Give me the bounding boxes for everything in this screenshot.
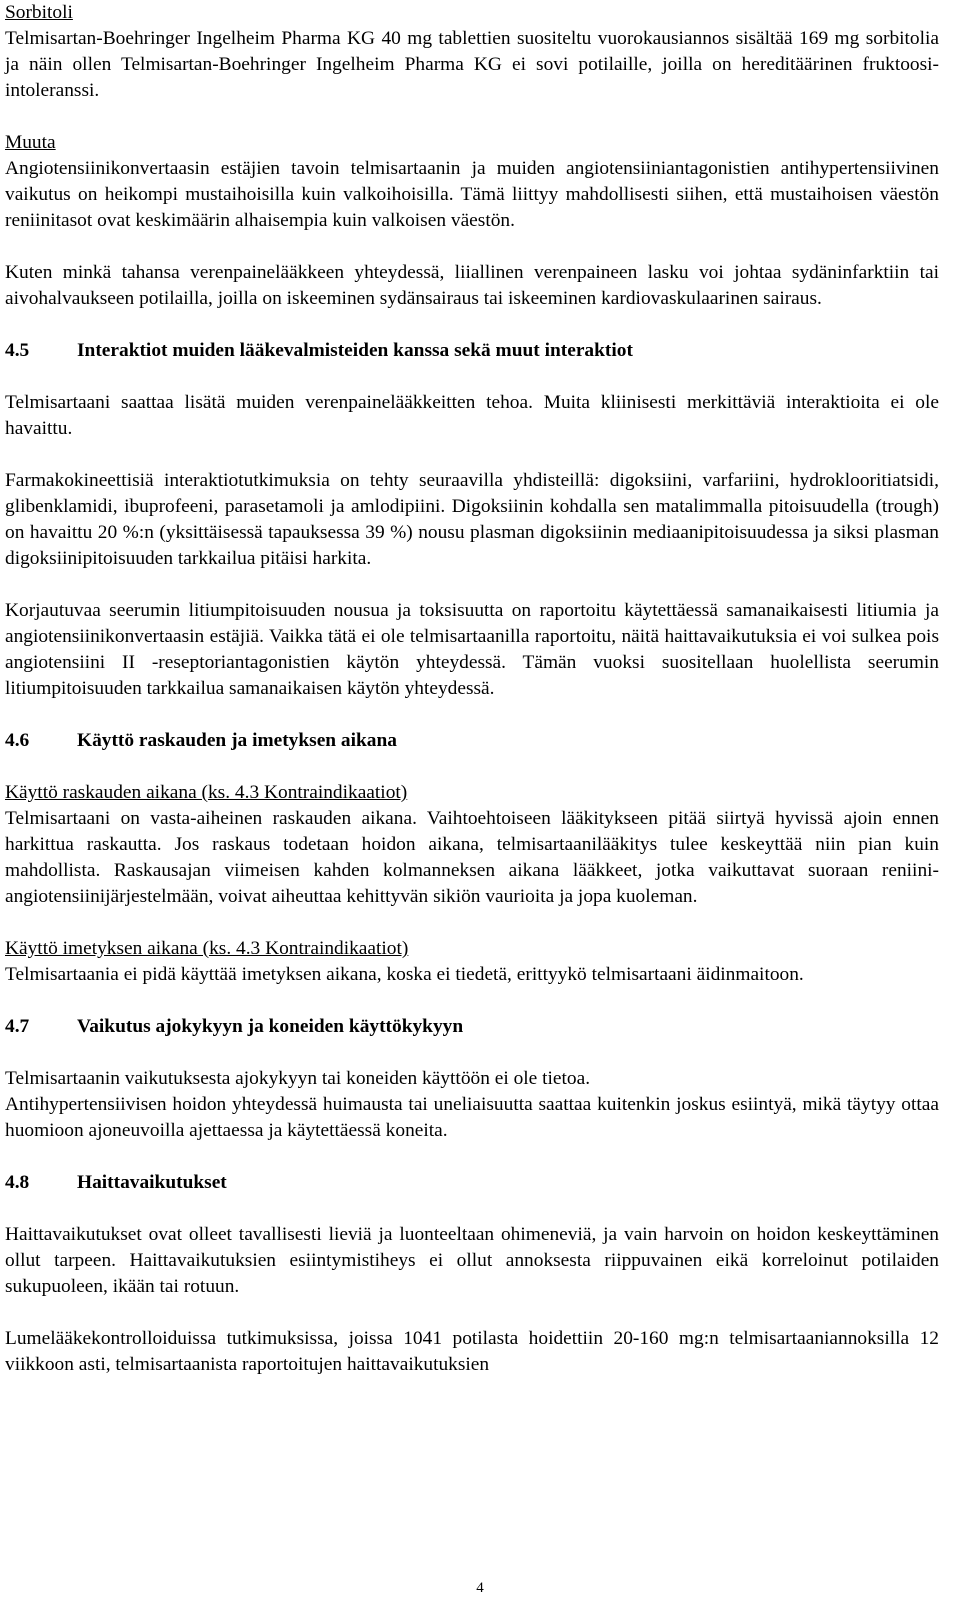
section-4-8-heading	[5, 1170, 939, 1196]
section-4-7-heading	[5, 1014, 939, 1040]
section-4-5-paragraph-2: Farmakokineettisiä interaktiotutkimuksia on tehty seuraavilla yhdisteillä: digoksiini, varfariini, hydroklooritiatsidi, glibenklamidi, ibuprofeeni, parasetamoli ja amlodipiini. Digoksiinin kohdalla sen matalimmalla pitoisuudella (trough) on havaittu 20 %:n (yksittäisessä tapauksessa 39 %) nousu plasman digoksiinin mediaanipitoisuudessa ja siksi plasman digoksiinipitoisuuden tarkkailua pitäisi harkita.	[5, 470, 939, 569]
section-4-5-heading	[5, 338, 939, 364]
section-4-6-paragraph-2: Telmisartaania ei pidä käyttää imetyksen aikana, koska ei tiedetä, erittyykö telmisartaani äidinmaitoon.	[5, 964, 804, 985]
section-4-6-heading	[5, 728, 939, 754]
section-number: 4.5	[5, 340, 30, 361]
sorbitoli-heading: Sorbitoli	[5, 2, 73, 23]
page-number: 4	[476, 1580, 484, 1596]
pregnancy-subheading: Käyttö raskauden aikana (ks. 4.3 Kontraindikaatiot)	[5, 782, 408, 803]
lactation-subheading: Käyttö imetyksen aikana (ks. 4.3 Kontraindikaatiot)	[5, 938, 409, 959]
sorbitoli-paragraph: Telmisartan-Boehringer Ingelheim Pharma KG 40 mg tablettien suositeltu vuorokausiannos sisältää 169 mg sorbitolia ja näin ollen Telmisartan-Boehringer Ingelheim Pharma KG ei sovi potilaille, joilla on hereditäärinen fruktoosi-intoleranssi.	[5, 28, 939, 101]
section-title: Vaikutus ajokykyyn ja koneiden käyttökykyyn	[77, 1016, 464, 1037]
muuta-heading: Muuta	[5, 132, 56, 153]
muuta-paragraph-1: Angiotensiinikonvertaasin estäjien tavoin telmisartaanin ja muiden angiotensiiniantagonistien antihypertensiivinen vaikutus on heikompi mustaihoisilla kuin valkoihoisilla. Tämä liittyy mahdollisesti siihen, että mustaihoisen väestön reniinitasot ovat keskimäärin alhaisempia kuin valkoisen väestön.	[5, 158, 939, 231]
page-content	[5, 0, 939, 1378]
section-number: 4.6	[5, 730, 30, 751]
muuta-paragraph-2: Kuten minkä tahansa verenpainelääkkeen yhteydessä, liiallinen verenpaineen lasku voi johtaa sydäninfarktiin tai aivohalvaukseen potilailla, joilla on iskeeminen sydänsairaus tai iskeeminen kardiovaskulaarinen sairaus.	[5, 262, 939, 309]
section-4-8-paragraph-1: Haittavaikutukset ovat olleet tavallisesti lieviä ja luonteeltaan ohimeneviä, ja vain harvoin on hoidon keskeyttäminen ollut tarpeen. Haittavaikutuksien esiintymistiheys ei ollut annoksesta riippuvainen eikä korreloinut potilaiden sukupuoleen, ikään tai rotuun.	[5, 1224, 939, 1297]
section-title: Haittavaikutukset	[77, 1172, 227, 1193]
section-4-5-paragraph-1: Telmisartaani saattaa lisätä muiden verenpainelääkkeitten tehoa. Muita kliinisesti merkittäviä interaktioita ei ole havaittu.	[5, 392, 939, 439]
section-title: Käyttö raskauden ja imetyksen aikana	[77, 730, 397, 751]
section-4-5-paragraph-3: Korjautuvaa seerumin litiumpitoisuuden nousua ja toksisuutta on raportoitu käytettäessä samanaikaisesti litiumia ja angiotensiinikonvertaasin estäjiä. Vaikka tätä ei ole telmisartaanilla raportoitu, näitä haittavaikutuksia ei voi sulkea pois angiotensiini II -reseptoriantagonistien käytön yhteydessä. Tämän vuoksi suositellaan huolellista seerumin litiumpitoisuuden tarkkailua samanaikaisen käytön yhteydessä.	[5, 600, 939, 699]
section-number: 4.8	[5, 1172, 30, 1193]
section-4-6-paragraph-1: Telmisartaani on vasta-aiheinen raskauden aikana. Vaihtoehtoiseen lääkitykseen pitää siirtyä hyvissä ajoin ennen harkittua raskautta. Jos raskaus todetaan hoidon aikana, telmisartaanilääkitys tulee keskeyttää niin pian kuin mahdollista. Raskausajan viimeisen kahden kolmanneksen aikana lääkkeet, jotka vaikuttavat suoraan reniini-angiotensiinijärjestelmään, voivat aiheuttaa kehittyvän sikiön vaurioita ja jopa kuoleman.	[5, 808, 939, 907]
section-4-7-paragraph-1: Telmisartaanin vaikutuksesta ajokykyyn tai koneiden käyttöön ei ole tietoa.	[5, 1068, 591, 1089]
section-4-8-paragraph-2: Lumelääkekontrolloiduissa tutkimuksissa, joissa 1041 potilasta hoidettiin 20-160 mg:n telmisartaaniannoksilla 12 viikkoon asti, telmisartaanista raportoitujen haittavaikutuksien	[5, 1328, 939, 1375]
section-4-7-paragraph-2: Antihypertensiivisen hoidon yhteydessä huimausta tai uneliaisuutta saattaa kuitenkin joskus esiintyä, mikä täytyy ottaa huomioon ajoneuvoilla ajettaessa ja käytettäessä koneita.	[5, 1094, 939, 1141]
section-number: 4.7	[5, 1016, 30, 1037]
section-title: Interaktiot muiden lääkevalmisteiden kanssa sekä muut interaktiot	[77, 340, 633, 361]
